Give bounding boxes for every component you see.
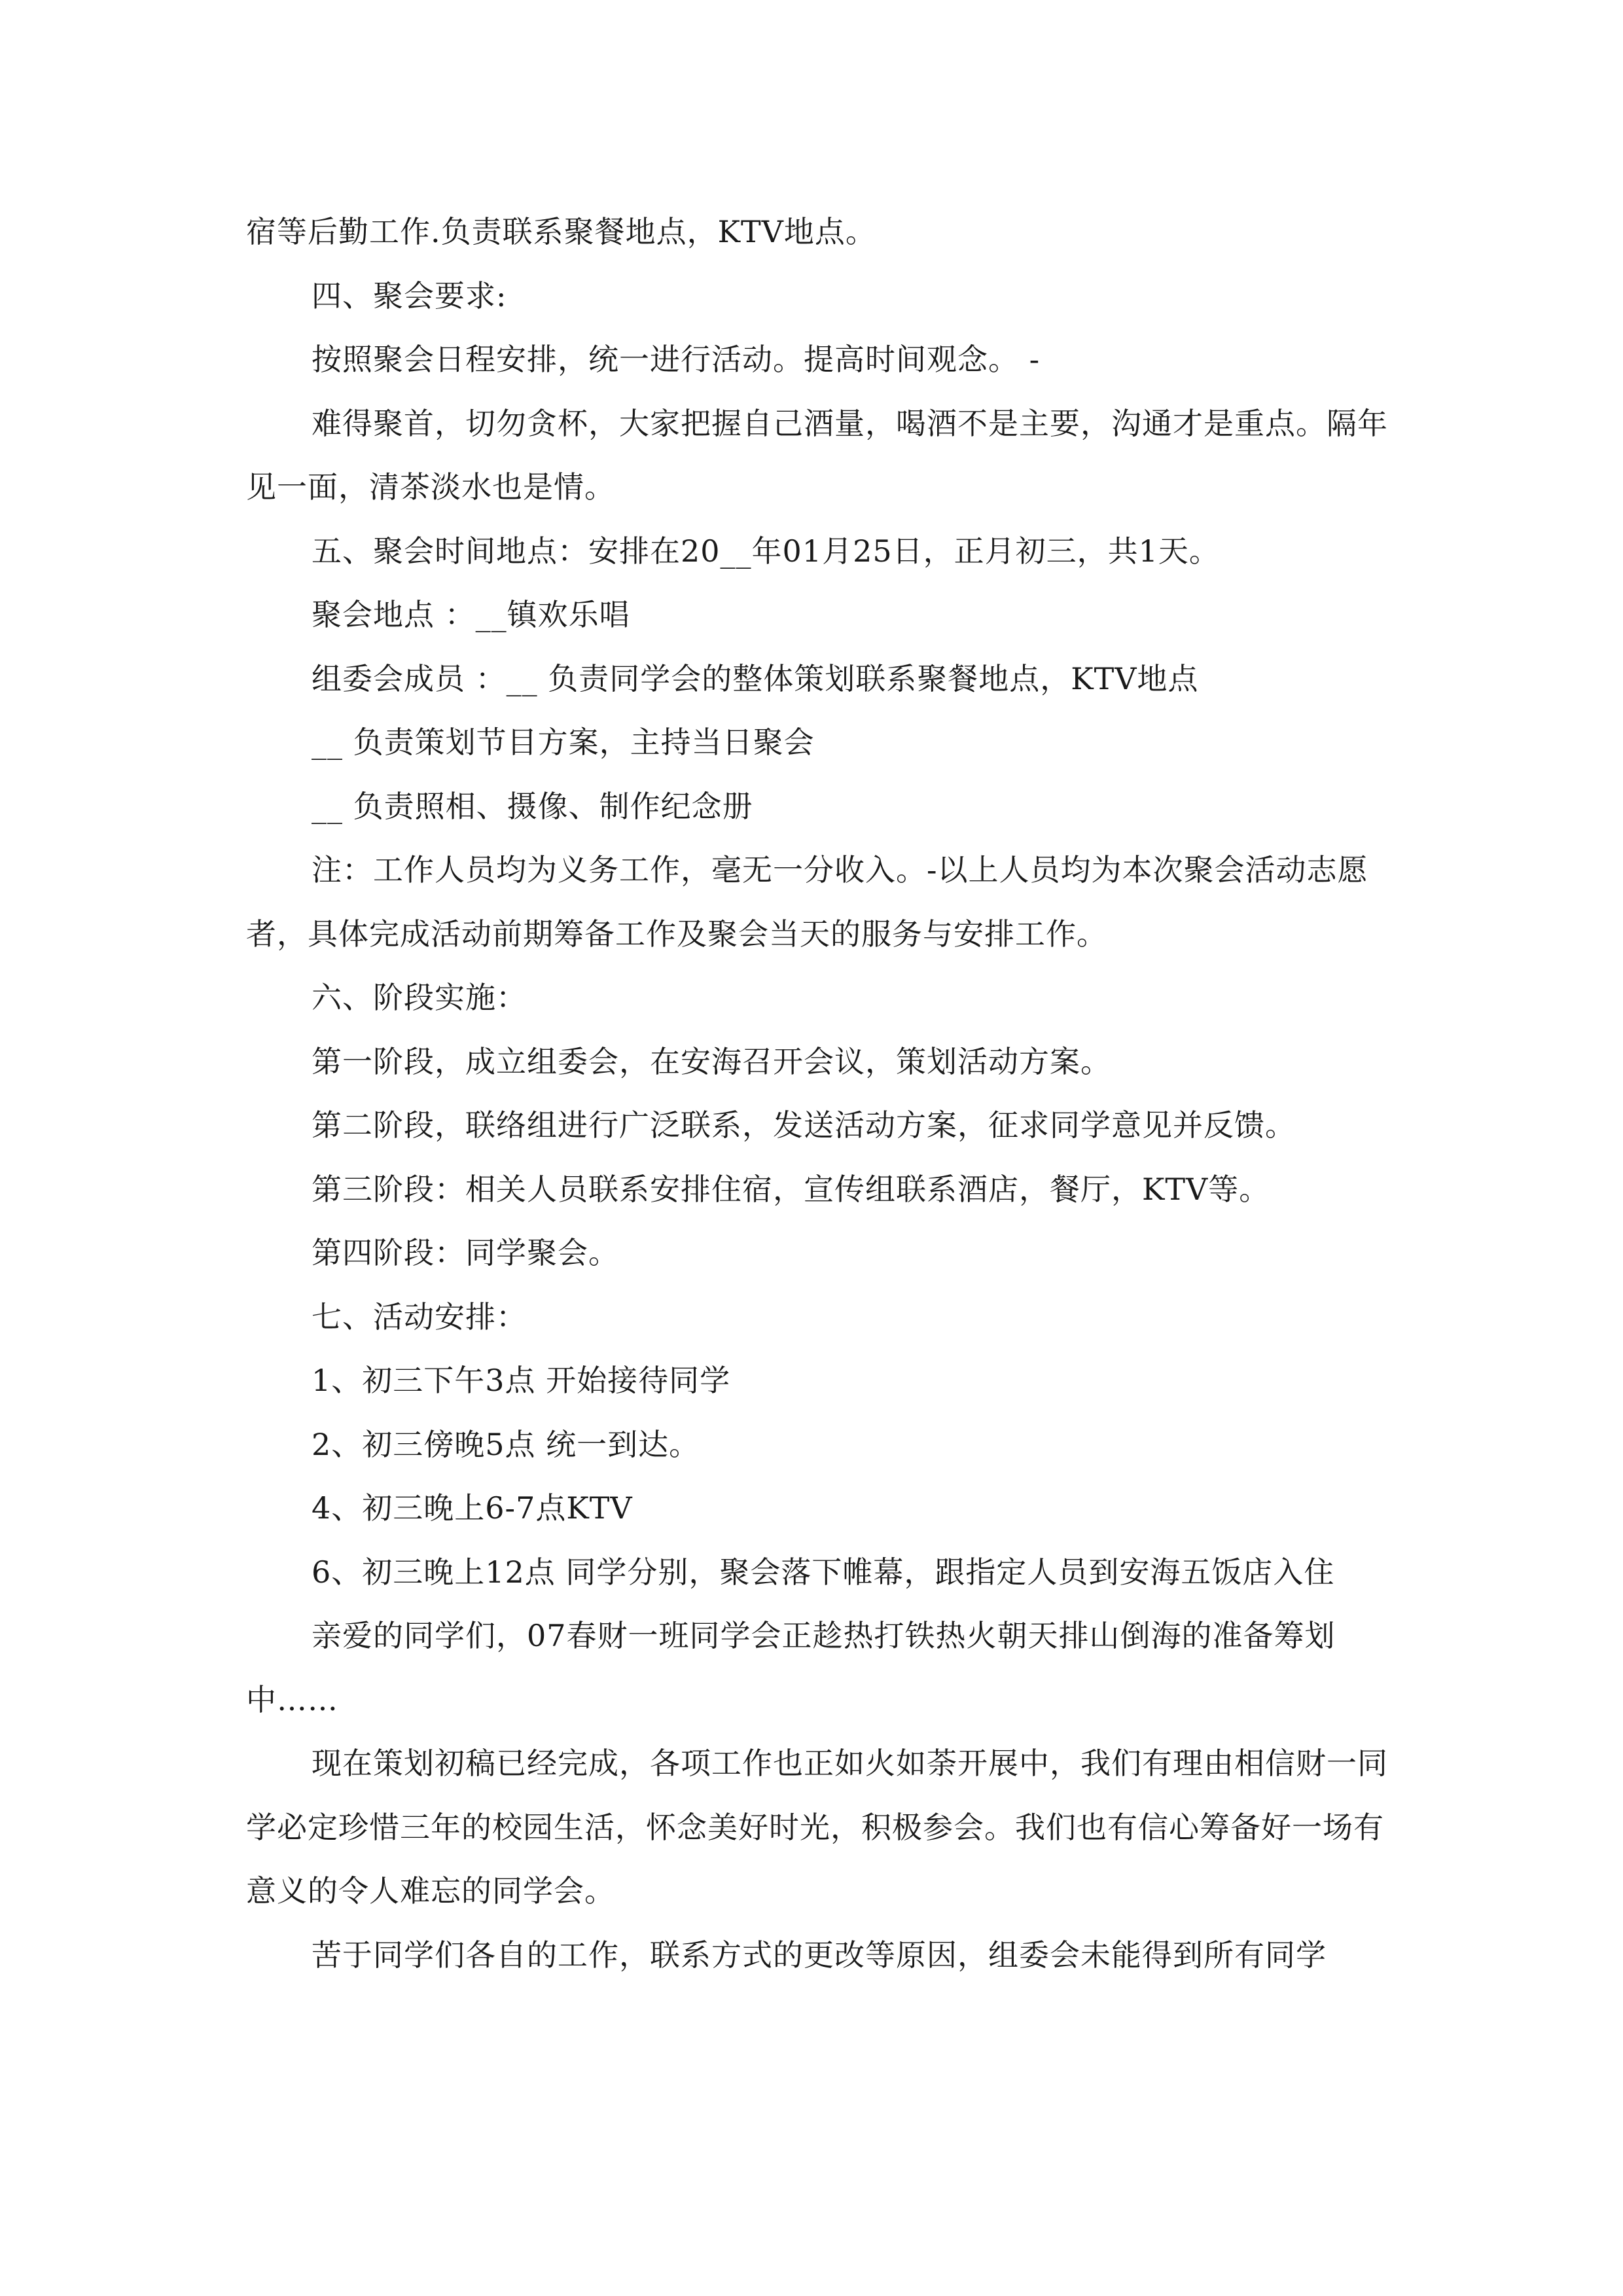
paragraph: 组委会成员 ：__ 负责同学会的整体策划联系聚餐地点，KTV地点: [312, 660, 1199, 696]
paragraph: 按照聚会日程安排，统一进行活动。提高时间观念。 -: [312, 342, 1041, 377]
paragraph: __ 负责策划节目方案，主持当日聚会: [312, 725, 815, 760]
section-heading: 五、聚会时间地点：安排在20__年01月25日，正月初三，共1天。: [312, 533, 1220, 569]
paragraph: 宿等后勤工作.负责联系聚餐地点，KTV地点。: [246, 214, 876, 249]
paragraph: 第三阶段：相关人员联系安排住宿，宣传组联系酒店，餐厅，KTV等。: [312, 1171, 1270, 1207]
paragraph: 第二阶段，联络组进行广泛联系，发送活动方案，征求同学意见并反馈。: [312, 1107, 1296, 1143]
list-item: 2、初三傍晚5点 统一到达。: [312, 1426, 700, 1462]
paragraph: __ 负责照相、摄像、制作纪念册: [312, 788, 753, 824]
section-heading: 四、聚会要求:: [312, 278, 507, 314]
list-item: 4、初三晚上6-7点KTV: [312, 1490, 633, 1526]
paragraph: 现在策划初稿已经完成，各项工作也正如火如荼开展中，我们有理由相信财一同学必定珍惜三年的校园生活，怀念美好时光，积极参会。我们也有信心筹备好一场有意义的令人难忘的同学会。: [246, 1746, 1388, 1909]
paragraph: 聚会地点 ：__镇欢乐唱: [312, 597, 630, 632]
section-heading: 六、阶段实施：: [312, 980, 527, 1015]
paragraph: 第四阶段：同学聚会。: [312, 1235, 619, 1270]
document-body: [246, 200, 1397, 1987]
paragraph: 亲爱的同学们，07春财一班同学会正趁热打铁热火朝天排山倒海的准备筹划中……: [246, 1618, 1336, 1717]
paragraph: 难得聚首，切勿贪杯，大家把握自己酒量，喝酒不是主要，沟通才是重点。隔年见一面，清茶淡水也是情。: [246, 405, 1388, 505]
paragraph: 苦于同学们各自的工作，联系方式的更改等原因，组委会未能得到所有同学: [312, 1937, 1327, 1973]
list-item: 6、初三晚上12点 同学分别，聚会落下帷幕，跟指定人员到安海五饭店入住: [312, 1554, 1335, 1590]
section-heading: 七、活动安排：: [312, 1299, 527, 1335]
paragraph: 第一阶段，成立组委会，在安海召开会议，策划活动方案。: [312, 1043, 1111, 1079]
list-item: 1、初三下午3点 开始接待同学: [312, 1363, 731, 1398]
paragraph: 注：工作人员均为义务工作，毫无一分收入。-以上人员均为本次聚会活动志愿者，具体完成活动前期筹备工作及聚会当天的服务与安排工作。: [246, 852, 1368, 952]
